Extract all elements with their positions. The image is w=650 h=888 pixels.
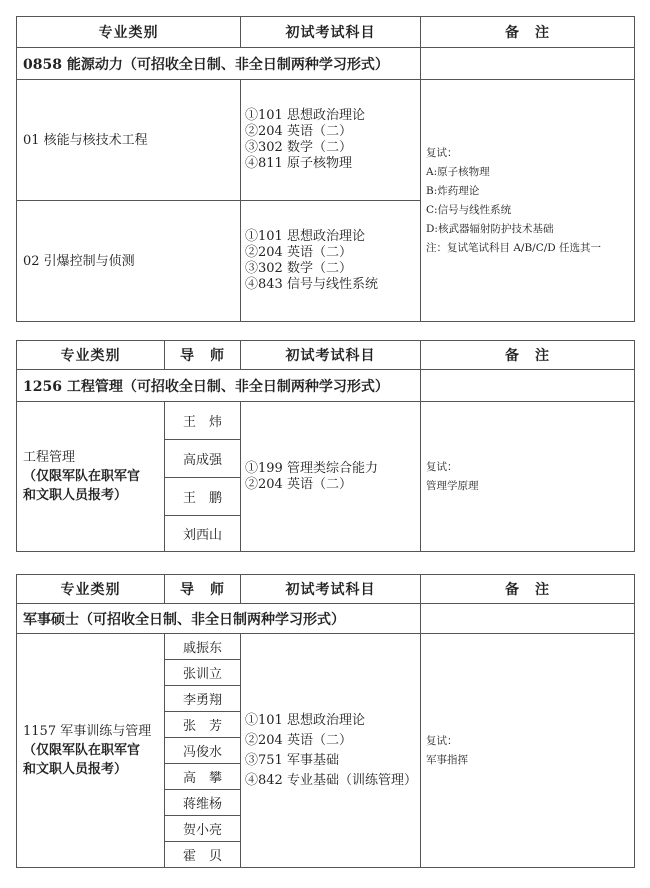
major-name: 01 核能与核技术工程 bbox=[17, 80, 241, 201]
note-line: 管理学原理 bbox=[426, 479, 479, 492]
exam-subject: ②204 英语（二） bbox=[245, 476, 352, 492]
table-header-row bbox=[17, 17, 635, 48]
major-name bbox=[17, 402, 165, 552]
exam-subject: ③302 数学（二） bbox=[245, 261, 352, 276]
major-name: 02 引爆控制与侦测 bbox=[17, 201, 241, 322]
header-exam-subjects: 初试考试科目 bbox=[241, 17, 421, 48]
tutor-name: 李勇翔 bbox=[165, 686, 241, 712]
major-line: （仅限军队在职军官 bbox=[23, 469, 141, 484]
exam-subject: ①101 思想政治理论 bbox=[245, 712, 365, 728]
note-line: B:炸药理论 bbox=[426, 184, 480, 197]
tutor-name: 高 攀 bbox=[165, 764, 241, 790]
table-row bbox=[17, 402, 635, 440]
remarks-cell bbox=[421, 402, 635, 552]
table-header-row bbox=[17, 575, 635, 604]
tutor-name: 王 炜 bbox=[165, 402, 241, 440]
tutor-name: 冯俊水 bbox=[165, 738, 241, 764]
table-engineering-management bbox=[16, 340, 635, 552]
header-remarks: 备 注 bbox=[421, 575, 635, 604]
exam-subject: ②204 英语（二） bbox=[245, 732, 352, 748]
major-line: 1157 军事训练与管理 bbox=[23, 724, 152, 739]
major-line: 和文职人员报考） bbox=[23, 762, 128, 777]
tutor-name: 张 芳 bbox=[165, 712, 241, 738]
note-line: D:核武器辐射防护技术基础 bbox=[426, 222, 554, 235]
exam-subjects bbox=[241, 80, 421, 201]
major-line: （仅限军队在职军官 bbox=[23, 743, 141, 758]
exam-subject: ④811 原子核物理 bbox=[245, 156, 352, 171]
header-major-category: 专业类别 bbox=[17, 575, 165, 604]
exam-subject: ①101 思想政治理论 bbox=[245, 229, 365, 244]
tutor-name: 蒋维杨 bbox=[165, 790, 241, 816]
header-exam-subjects: 初试考试科目 bbox=[241, 341, 421, 370]
exam-subject: ④842 专业基础（训练管理） bbox=[245, 772, 417, 788]
exam-subjects bbox=[241, 402, 421, 552]
exam-subject: ③302 数学（二） bbox=[245, 140, 352, 155]
tutor-name: 张训立 bbox=[165, 660, 241, 686]
header-remarks: 备 注 bbox=[421, 17, 635, 48]
exam-subject: ③751 军事基础 bbox=[245, 752, 339, 768]
note-line: C:信号与线性系统 bbox=[426, 203, 512, 216]
exam-subjects bbox=[241, 634, 421, 868]
tutor-name: 贺小亮 bbox=[165, 816, 241, 842]
note-line: A:原子核物理 bbox=[426, 165, 490, 178]
tutor-name: 王 鹏 bbox=[165, 478, 241, 516]
exam-subjects bbox=[241, 201, 421, 322]
note-line: 复试： bbox=[426, 460, 458, 473]
note-line: 注：复试笔试科目 A/B/C/D 任选其一 bbox=[426, 241, 602, 254]
exam-subject: ④843 信号与线性系统 bbox=[245, 277, 378, 292]
remarks-cell bbox=[421, 634, 635, 868]
table-military-master bbox=[16, 574, 635, 868]
header-remarks: 备 注 bbox=[421, 341, 635, 370]
section-title: 1256 工程管理（可招收全日制、非全日制两种学习形式） bbox=[17, 370, 421, 402]
exam-subject: ①199 管理类综合能力 bbox=[245, 460, 378, 476]
section-title: 军事硕士（可招收全日制、非全日制两种学习形式） bbox=[17, 604, 421, 634]
header-tutor: 导 师 bbox=[165, 341, 241, 370]
section-title: 0858 能源动力（可招收全日制、非全日制两种学习形式） bbox=[17, 48, 421, 80]
exam-subject: ②204 英语（二） bbox=[245, 245, 352, 260]
header-tutor: 导 师 bbox=[165, 575, 241, 604]
remarks-cell bbox=[421, 80, 635, 322]
major-name bbox=[17, 634, 165, 868]
header-major-category: 专业类别 bbox=[17, 341, 165, 370]
table-row bbox=[17, 634, 635, 660]
header-exam-subjects: 初试考试科目 bbox=[241, 575, 421, 604]
header-major-category: 专业类别 bbox=[17, 17, 241, 48]
note-line: 复试： bbox=[426, 146, 458, 159]
major-line: 工程管理 bbox=[23, 450, 76, 465]
table-header-row bbox=[17, 341, 635, 370]
note-line: 军事指挥 bbox=[426, 753, 468, 766]
table-energy-power bbox=[16, 16, 635, 322]
tutor-name: 高成强 bbox=[165, 440, 241, 478]
exam-subject: ①101 思想政治理论 bbox=[245, 108, 365, 123]
table-row bbox=[17, 80, 635, 201]
major-line: 和文职人员报考） bbox=[23, 488, 128, 503]
note-line: 复试： bbox=[426, 734, 458, 747]
exam-subject: ②204 英语（二） bbox=[245, 124, 352, 139]
tutor-name: 霍 贝 bbox=[165, 842, 241, 868]
tutor-name: 戚振东 bbox=[165, 634, 241, 660]
tutor-name: 刘西山 bbox=[165, 516, 241, 552]
